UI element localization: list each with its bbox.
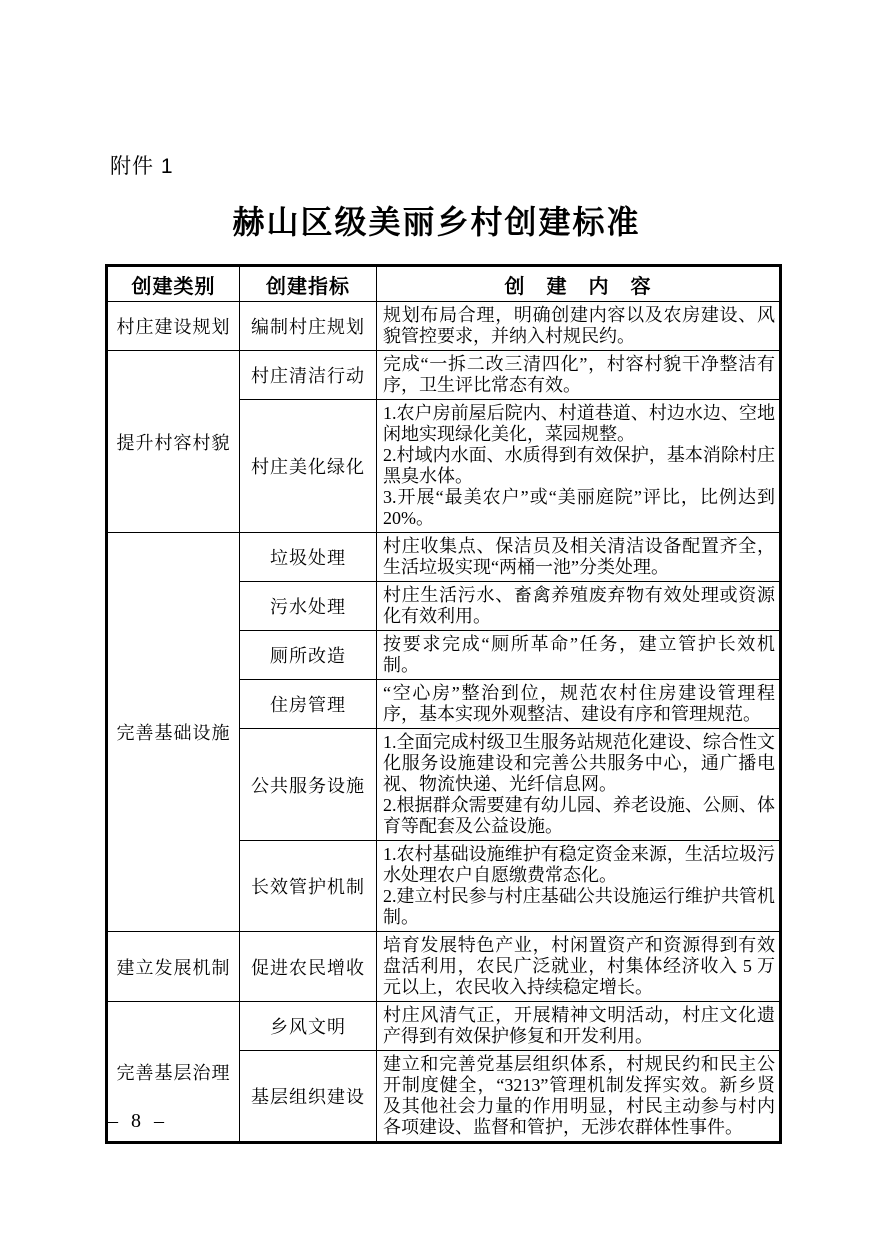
content-paragraph: 1.全面完成村级卫生服务站规范化建设、综合性文化服务设施建设和完善公共服务中心，通广播电视、物流快递、光纤信息网。 <box>383 732 775 794</box>
page-number: – 8 – <box>108 1110 168 1132</box>
table-row <box>107 533 781 582</box>
content-cell <box>377 302 781 351</box>
category-cell: 提升村容村貌 <box>107 351 240 533</box>
content-cell <box>377 400 781 533</box>
content-paragraph: 村庄收集点、保洁员及相关清洁设备配置齐全，生活垃圾实现“两桶一池”分类处理。 <box>383 536 775 577</box>
category-cell: 完善基础设施 <box>107 533 240 932</box>
content-paragraph: 2.建立村民参与村庄基础公共设施运行维护共管机制。 <box>383 886 775 927</box>
content-cell <box>377 932 781 1002</box>
content-cell <box>377 1051 781 1143</box>
indicator-cell: 长效管护机制 <box>240 841 377 932</box>
content-cell <box>377 1002 781 1051</box>
content-cell <box>377 841 781 932</box>
indicator-cell: 促进农民增收 <box>240 932 377 1002</box>
content-paragraph: 建立和完善党基层组织体系，村规民约和民主公开制度健全，“3213”管理机制发挥实效。新乡贤及其他社会力量的作用明显，村民主动参与村内各项建设、监督和管护，无涉农群体性事件。 <box>383 1054 775 1137</box>
header-indicator: 创建指标 <box>240 266 377 302</box>
table-row <box>107 932 781 1002</box>
content-cell <box>377 582 781 631</box>
indicator-cell: 厕所改造 <box>240 631 377 680</box>
content-paragraph: 培育发展特色产业，村闲置资产和资源得到有效盘活利用，农民广泛就业，村集体经济收入 5 万元以上，农民收入持续稳定增长。 <box>383 935 775 997</box>
indicator-cell: 乡风文明 <box>240 1002 377 1051</box>
content-paragraph: 村庄风清气正，开展精神文明活动，村庄文化遗产得到有效保护修复和开发利用。 <box>383 1005 775 1046</box>
content-paragraph: 完成“一拆二改三清四化”，村容村貌干净整洁有序，卫生评比常态有效。 <box>383 354 775 395</box>
content-paragraph: 1.农户房前屋后院内、村道巷道、村边水边、空地闲地实现绿化美化，菜园规整。 <box>383 403 775 444</box>
header-content: 创 建 内 容 <box>377 266 781 302</box>
category-cell: 完善基层治理 <box>107 1002 240 1143</box>
content-paragraph: 村庄生活污水、畜禽养殖废弃物有效处理或资源化有效利用。 <box>383 585 775 626</box>
content-paragraph: 规划布局合理，明确创建内容以及农房建设、风貌管控要求，并纳入村规民约。 <box>383 305 775 346</box>
indicator-cell: 基层组织建设 <box>240 1051 377 1143</box>
content-cell <box>377 631 781 680</box>
content-paragraph: “空心房”整治到位，规范农村住房建设管理程序，基本实现外观整洁、建设有序和管理规范。 <box>383 683 775 724</box>
standards-table-wrap <box>105 264 779 1144</box>
document-title: 赫山区级美丽乡村创建标准 <box>232 204 641 240</box>
content-paragraph: 2.根据群众需要建有幼儿园、养老设施、公厕、体育等配套及公益设施。 <box>383 795 775 836</box>
content-paragraph: 2.村域内水面、水质得到有效保护，基本消除村庄黑臭水体。 <box>383 445 775 486</box>
content-paragraph: 1.农村基础设施维护有稳定资金来源，生活垃圾污水处理农户自愿缴费常态化。 <box>383 844 775 885</box>
indicator-cell: 编制村庄规划 <box>240 302 377 351</box>
content-paragraph: 3.开展“最美农户”或“美丽庭院”评比，比例达到20%。 <box>383 487 775 528</box>
indicator-cell: 村庄美化绿化 <box>240 400 377 533</box>
indicator-cell: 村庄清洁行动 <box>240 351 377 400</box>
content-cell <box>377 729 781 841</box>
category-cell: 村庄建设规划 <box>107 302 240 351</box>
content-cell <box>377 351 781 400</box>
indicator-cell: 垃圾处理 <box>240 533 377 582</box>
indicator-cell: 污水处理 <box>240 582 377 631</box>
content-cell <box>377 680 781 729</box>
category-cell: 建立发展机制 <box>107 932 240 1002</box>
standards-table <box>105 264 782 1144</box>
header-category: 创建类别 <box>107 266 240 302</box>
indicator-cell: 住房管理 <box>240 680 377 729</box>
table-row <box>107 351 781 400</box>
attachment-label: 附件 1 <box>110 155 174 178</box>
table-row <box>107 302 781 351</box>
indicator-cell: 公共服务设施 <box>240 729 377 841</box>
content-paragraph: 按要求完成“厕所革命”任务，建立管护长效机制。 <box>383 634 775 675</box>
standards-table-body <box>107 302 781 1143</box>
content-cell <box>377 533 781 582</box>
table-header-row <box>107 266 781 302</box>
table-row <box>107 1002 781 1051</box>
